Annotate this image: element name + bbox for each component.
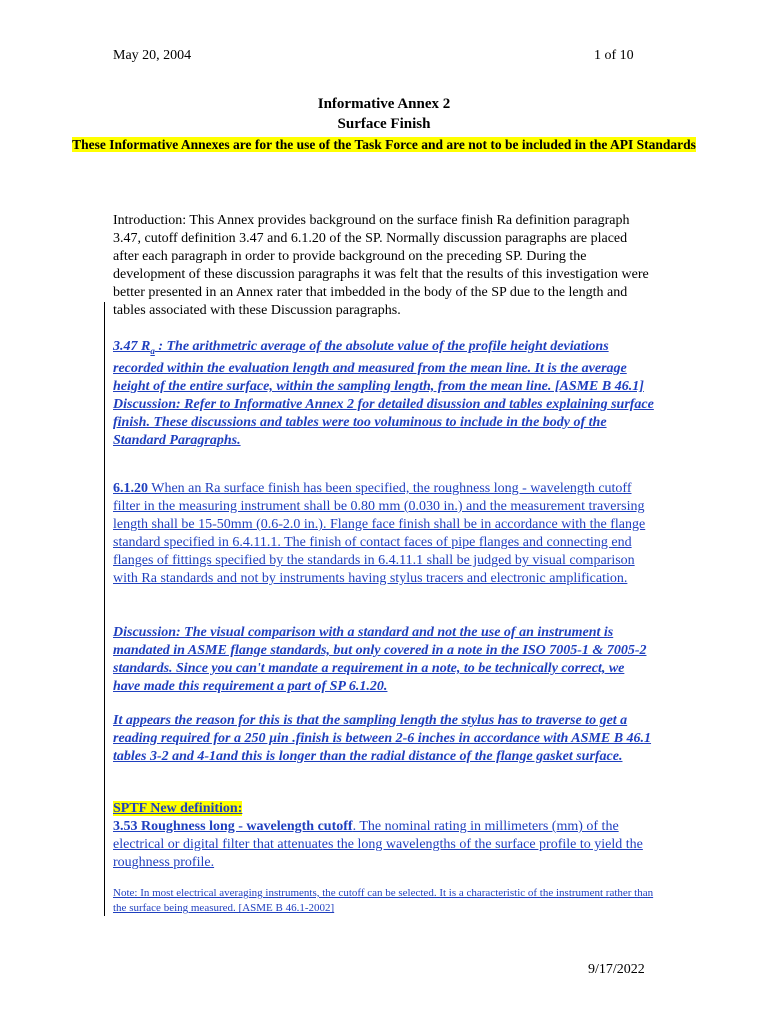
sampling-length-paragraph: [113, 712, 655, 766]
definition-3-47-text: : The arithmetric average of the absolute value of the profile height deviations recorded within the evaluation length and measured from the mean line. It is the average height of the entire surface, within the sampling length, from the mean line. [ASME B 46.1]: [113, 339, 644, 394]
paragraph-6-1-20: [113, 480, 655, 588]
annex-subtitle: Surface Finish: [337, 116, 431, 132]
paragraph-6-1-20-number: 6.1.20: [113, 481, 148, 496]
definition-3-53-text: . The nominal rating in millimeters (mm) of the electrical or digital filter that attenuates the long wavelengths of the surface profile to yield the roughness profile.: [113, 819, 643, 870]
definition-3-53-term: 3.53 Roughness long - wavelength cutoff: [113, 819, 353, 834]
note-text: Note: In most electrical averaging instruments, the cutoff can be selected. It is a characteristic of the instrument rather than the surface being measured. [ASME B 46.1-2002]: [113, 887, 654, 914]
definition-3-47-subscript: a: [150, 345, 155, 356]
definition-3-47-discussion: Discussion: Refer to Informative Annex 2 for detailed disussion and tables explaining surface finish. These discussions and tables were too voluminous to include in the body of the Standard Paragraphs.: [113, 396, 654, 448]
introduction-paragraph: Introduction: This Annex provides background on the surface finish Ra definition paragraph 3.47, cutoff definition 3.47 and 6.1.20 of the SP. Normally discussion paragraphs are placed after each paragraph in order to provide background on the preceding SP. During the development of these discussion paragraphs it was felt that the results of this investigation were better presented in an Annex rater that imbedded in the body of the SP due to the length and tables associated with these Discussion paragraphs.: [113, 213, 649, 318]
definition-3-53: [113, 818, 655, 872]
definition-3-47-number: 3.47 R: [113, 339, 151, 354]
revision-bar: [104, 302, 105, 916]
paragraph-6-1-20-text: When an Ra surface finish has been specified, the roughness long - wavelength cutoff filter in the measuring instrument shall be 0.80 mm (0.030 in.) and the measurement traversing length shall be 15-50mm (0.6-2.0 in.). Flange face finish shall be in accordance with the flange standard specified in 6.4.11.1. The finish of contact faces of pipe flanges and connecting end flanges of fittings specified by the standards in 6.4.11.1 shall be judged by visual comparison with Ra standards and not by instruments having stylus tracers and electronic amplification.: [113, 481, 646, 586]
discussion-6-1-20: [113, 624, 655, 696]
sptf-heading-text: SPTF New definition:: [113, 801, 243, 816]
footer-date: 9/17/2022: [588, 962, 645, 977]
sampling-length-text: It appears the reason for this is that the sampling length the stylus has to traverse to get a reading required for a 250 µin .finish is between 2-6 inches in accordance with ASME B 46.1 tables 3-2 and 4-1and this is longer than the radial distance of the flange gasket surface.: [113, 713, 652, 764]
header-page-number: 1 of 10: [594, 48, 634, 63]
notice-highlight: [0, 136, 768, 154]
notice-text: These Informative Annexes are for the use of the Task Force and are not to be included in the API Standards: [72, 137, 696, 152]
definition-3-47: [113, 338, 655, 450]
annex-title: Informative Annex 2: [317, 96, 451, 112]
note-paragraph: [113, 886, 655, 916]
discussion-6-1-20-text: Discussion: The visual comparison with a standard and not the use of an instrument is mandated in ASME flange standards, but only covered in a note in the ISO 7005-1 & 7005-2 standards. Since you can't mandate a requirement in a note, to be technically correct, we have made this requirement a part of SP 6.1.20.: [113, 625, 647, 694]
sptf-heading: [113, 800, 655, 818]
header-date: May 20, 2004: [113, 48, 192, 63]
